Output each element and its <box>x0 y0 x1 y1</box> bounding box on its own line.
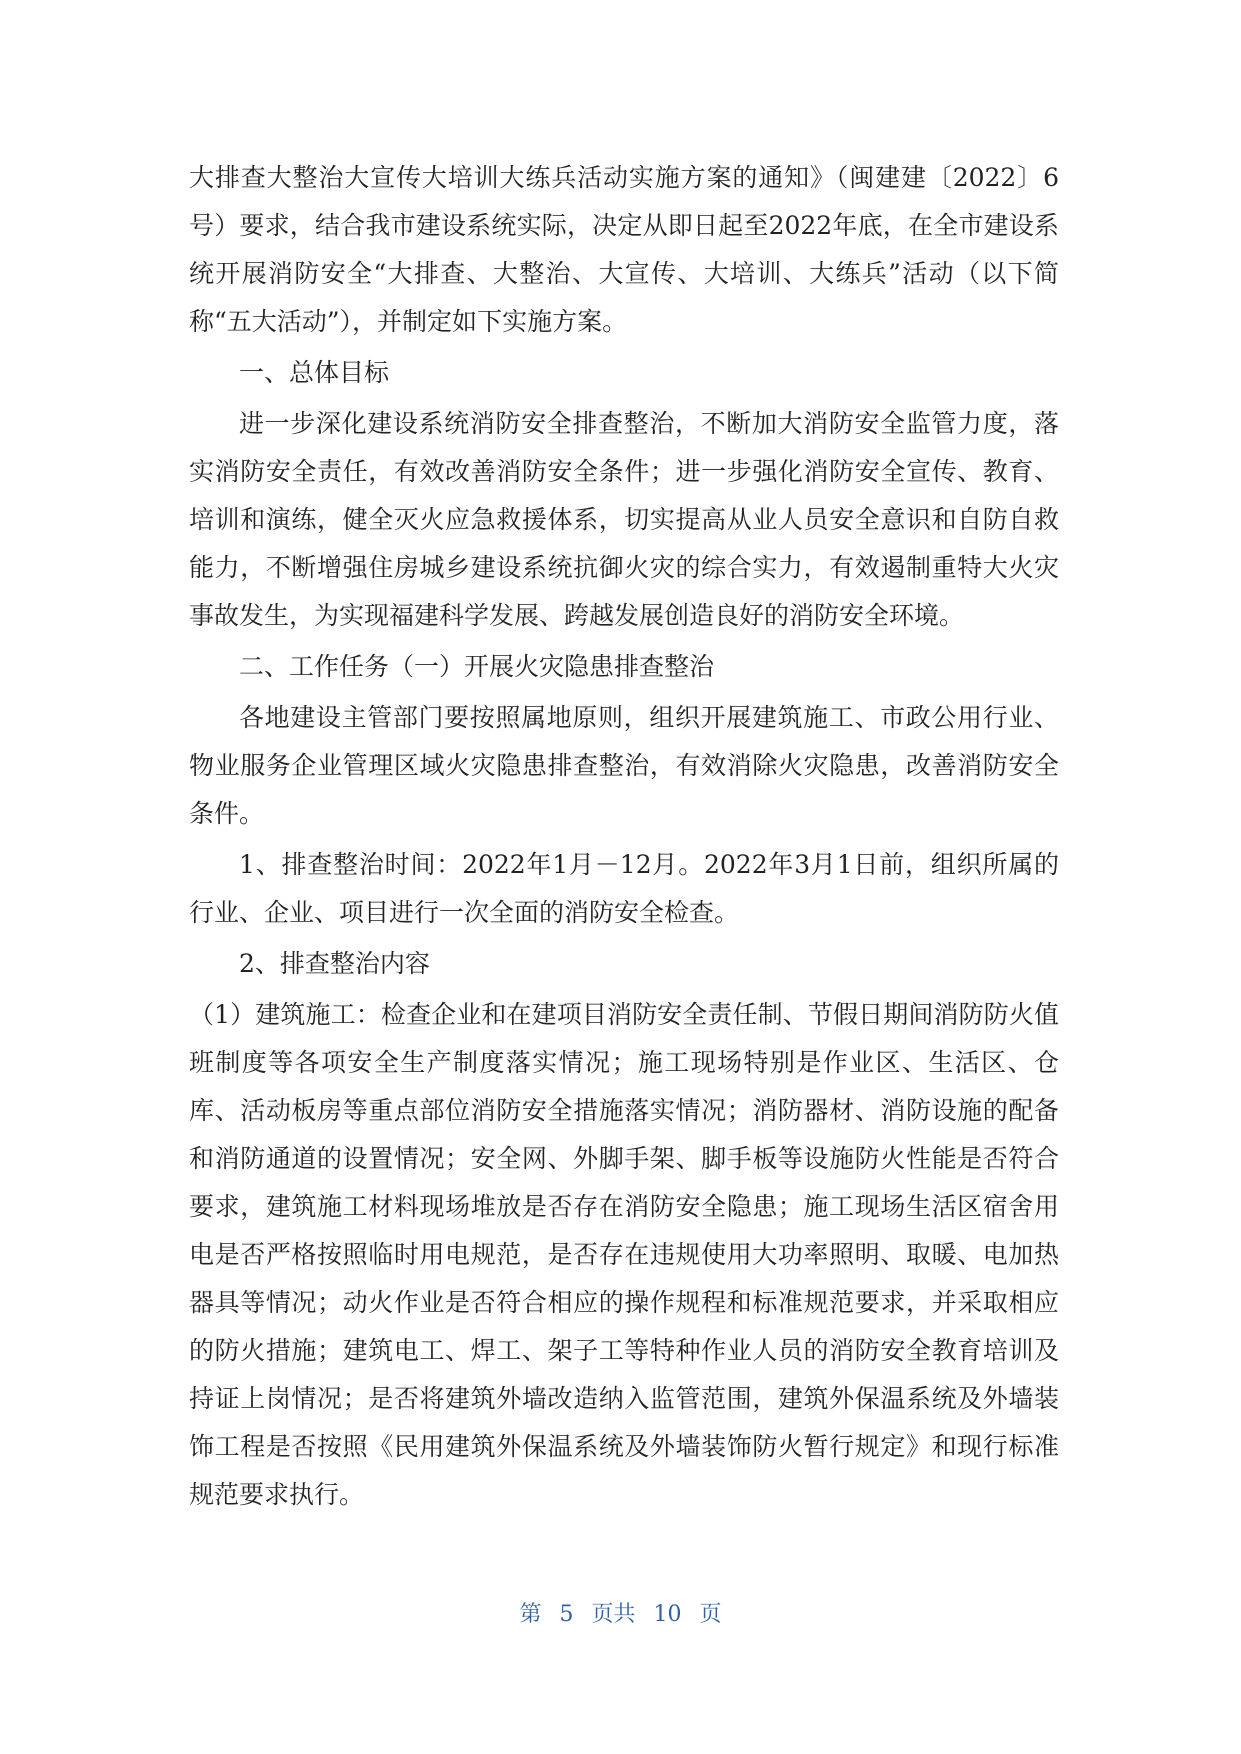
tasks-paragraph: 各地建设主管部门要按照属地原则，组织开展建筑施工、市政公用行业、物业服务企业管理区域火灾隐患排查整治，有效消除火灾隐患，改善消防安全条件。 <box>189 703 1059 828</box>
footer-word-page-total: 页共 <box>591 1602 636 1627</box>
goal-paragraph: 进一步深化建设系统消防安全排查整治，不断加大消防安全监管力度，落实消防安全责任，有效改善消防安全条件；进一步强化消防安全宣传、教育、培训和演练，健全灭火应急救援体系，切实提高从业人员安全意识和自防自救能力，不断增强住房城乡建设系统抗御火灾的综合实力，有效遏制重特大火灾事故发生，为实现福建科学发展、跨越发展创造良好的消防安全环境。 <box>189 409 1059 630</box>
heading-overall-goal: 一、总体目标 <box>239 358 390 387</box>
inspection-time-paragraph: 1、排查整治时间：2022年1月－12月。2022年3月1日前，组织所属的行业、企业、项目进行一次全面的消防安全检查。 <box>189 850 1059 927</box>
page-footer <box>0 1597 1241 1628</box>
footer-current-page: 5 <box>559 1602 574 1627</box>
intro-paragraph: 大排查大整治大宣传大培训大练兵活动实施方案的通知》（闽建建〔2022〕6号）要求，结合我市建设系统实际，决定从即日起至2022年底，在全市建设系统开展消防安全“大排查、大整治、大宣传、大培训、大练兵”活动（以下简称“五大活动”），并制定如下实施方案。 <box>189 163 1059 336</box>
footer-word-page-end: 页 <box>699 1602 722 1627</box>
footer-total-pages: 10 <box>653 1602 682 1627</box>
footer-word-page: 第 <box>519 1602 542 1627</box>
document-body <box>189 154 1059 1522</box>
heading-inspection-content: 2、排查整治内容 <box>239 949 430 978</box>
heading-work-tasks: 二、工作任务（一）开展火灾隐患排查整治 <box>239 652 715 681</box>
construction-paragraph: （1）建筑施工：检查企业和在建项目消防安全责任制、节假日期间消防防火值班制度等各项安全生产制度落实情况；施工现场特别是作业区、生活区、仓库、活动板房等重点部位消防安全措施落实情况；消防器材、消防设施的配备和消防通道的设置情况；安全网、外脚手架、脚手板等设施防火性能是否符合要求，建筑施工材料现场堆放是否存在消防安全隐患；施工现场生活区宿舍用电是否严格按照临时用电规范，是否存在违规使用大功率照明、取暖、电加热器具等情况；动火作业是否符合相应的操作规程和标准规范要求，并采取相应的防火措施；建筑电工、焊工、架子工等特种作业人员的消防安全教育培训及持证上岗情况；是否将建筑外墙改造纳入监管范围，建筑外保温系统及外墙装饰工程是否按照《民用建筑外保温系统及外墙装饰防火暂行规定》和现行标准规范要求执行。 <box>189 1000 1059 1509</box>
